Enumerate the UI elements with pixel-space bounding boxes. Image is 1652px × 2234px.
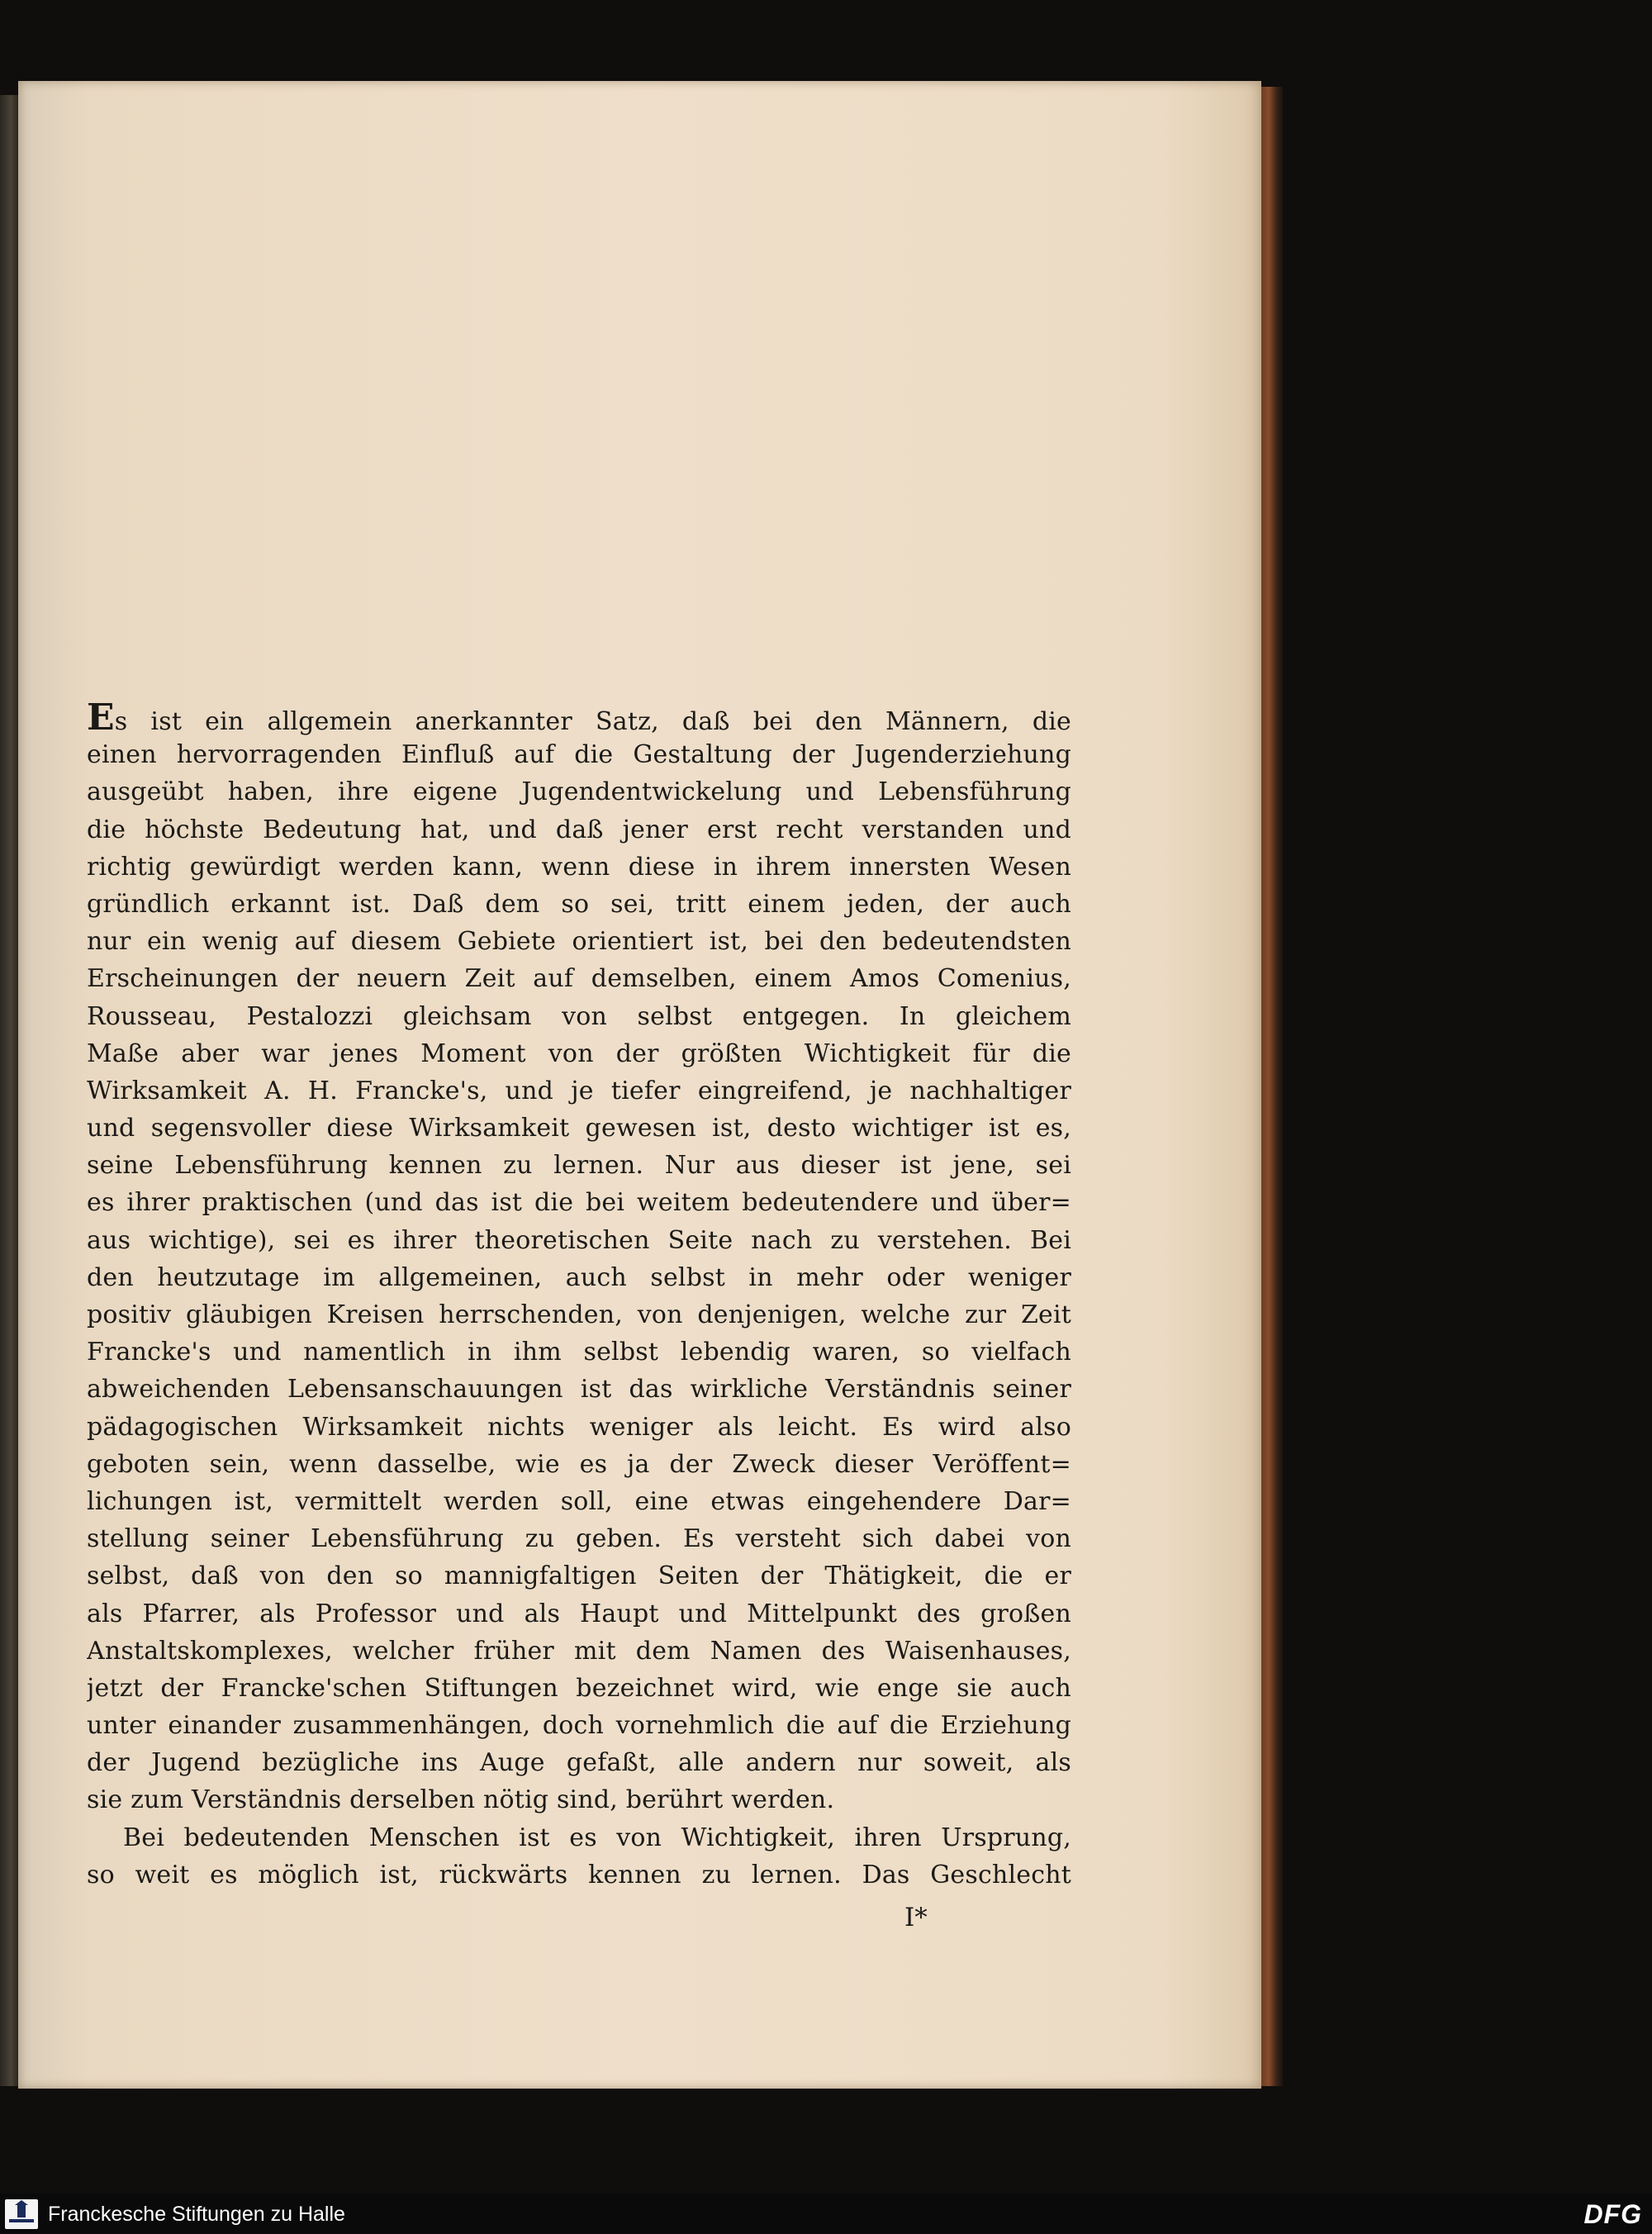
text-line: die höchste Bedeutung hat, und daß jener erst recht verstanden und <box>87 815 1071 844</box>
text-line: stellung seiner Lebensführung zu geben. Es versteht sich dabei von <box>87 1524 1071 1554</box>
text-line: so weit es möglich ist, rückwärts kennen zu lernen. Das Geschlecht <box>87 1860 1071 1889</box>
text-line: lichungen ist, vermittelt werden soll, eine etwas eingehendere Dar= <box>87 1486 1071 1516</box>
text-line: geboten sein, wenn dasselbe, wie es ja der Zweck dieser Veröffent= <box>87 1449 1071 1479</box>
text-line: Anstaltskomplexes, welcher früher mit dem Namen des Waisenhauses, <box>87 1636 1071 1666</box>
text-line <box>87 699 1071 736</box>
left-page-edge <box>0 95 18 2086</box>
initial-letter: E <box>87 699 115 737</box>
text-line: Rousseau, Pestalozzi gleichsam von selbst entgegen. In gleichem <box>87 1001 1071 1031</box>
text-line: ausgeübt haben, ihre eigene Jugendentwickelung und Lebensführung <box>87 777 1071 807</box>
text-line: abweichenden Lebensanschauungen ist das wirkliche Verständnis seiner <box>87 1375 1071 1405</box>
book-cover-edge <box>1261 87 1283 2086</box>
text-line: einen hervorragenden Einfluß auf die Gestaltung der Jugenderziehung <box>87 740 1071 770</box>
text-line: aus wichtige), sei es ihrer theoretischen Seite nach zu verstehen. Bei <box>87 1225 1071 1255</box>
text-line: unter einander zusammenhängen, doch vornehmlich die auf die Erziehung <box>87 1711 1071 1741</box>
text-line: pädagogischen Wirksamkeit nichts weniger als leicht. Es wird also <box>87 1412 1071 1442</box>
text-line: es ihrer praktischen (und das ist die bei weitem bedeutendere und über= <box>87 1188 1071 1218</box>
text-line: Maße aber war jenes Moment von der größten Wichtigkeit für die <box>87 1039 1071 1068</box>
text-line: jetzt der Francke'schen Stiftungen bezeichnet wird, wie enge sie auch <box>87 1673 1071 1703</box>
text-line: sie zum Verständnis derselben nötig sind, berührt werden. <box>87 1785 835 1815</box>
franckesche-stiftungen-logo-icon <box>5 2199 38 2229</box>
footer-bar <box>0 2194 1652 2234</box>
text-line: selbst, daß von den so mannigfaltigen Seiten der Thätigkeit, die er <box>87 1561 1071 1591</box>
text-line: nur ein wenig auf diesem Gebiete orientiert ist, bei den bedeutendsten <box>87 927 1071 957</box>
body-text <box>87 699 1071 1894</box>
text-line: richtig gewürdigt werden kann, wenn diese in ihrem innersten Wesen <box>87 852 1071 882</box>
text-line: der Jugend bezügliche ins Auge gefaßt, alle andern nur soweit, als <box>87 1748 1071 1778</box>
text-line: den heutzutage im allgemeinen, auch selbst in mehr oder weniger <box>87 1262 1071 1292</box>
dfg-logo: DFG <box>1583 2199 1642 2229</box>
line-rest: s ist ein allgemein anerkannter Satz, daß bei den Männern, die <box>114 707 1071 736</box>
text-line: positiv gläubigen Kreisen herrschenden, von denjenigen, welche zur Zeit <box>87 1300 1071 1329</box>
text-line: und segensvoller diese Wirksamkeit gewesen ist, desto wichtiger ist es, <box>87 1114 1071 1143</box>
signature-mark: I* <box>904 1903 928 1932</box>
text-line: gründlich erkannt ist. Daß dem so sei, tritt einem jeden, der auch <box>87 889 1071 919</box>
text-line: seine Lebensführung kennen zu lernen. Nur aus dieser ist jene, sei <box>87 1151 1071 1181</box>
footer-title: Franckesche Stiftungen zu Halle <box>48 2203 345 2226</box>
text-line: Wirksamkeit A. H. Francke's, und je tiefer eingreifend, je nachhaltiger <box>87 1076 1071 1105</box>
text-line: Erscheinungen der neuern Zeit auf demselben, einem Amos Comenius, <box>87 964 1071 994</box>
text-line: Francke's und namentlich in ihm selbst lebendig waren, so vielfach <box>87 1338 1071 1367</box>
text-line: als Pfarrer, als Professor und als Haupt und Mittelpunkt des großen <box>87 1599 1071 1628</box>
text-line: Bei bedeutenden Menschen ist es von Wichtigkeit, ihren Ursprung, <box>123 1823 1071 1852</box>
